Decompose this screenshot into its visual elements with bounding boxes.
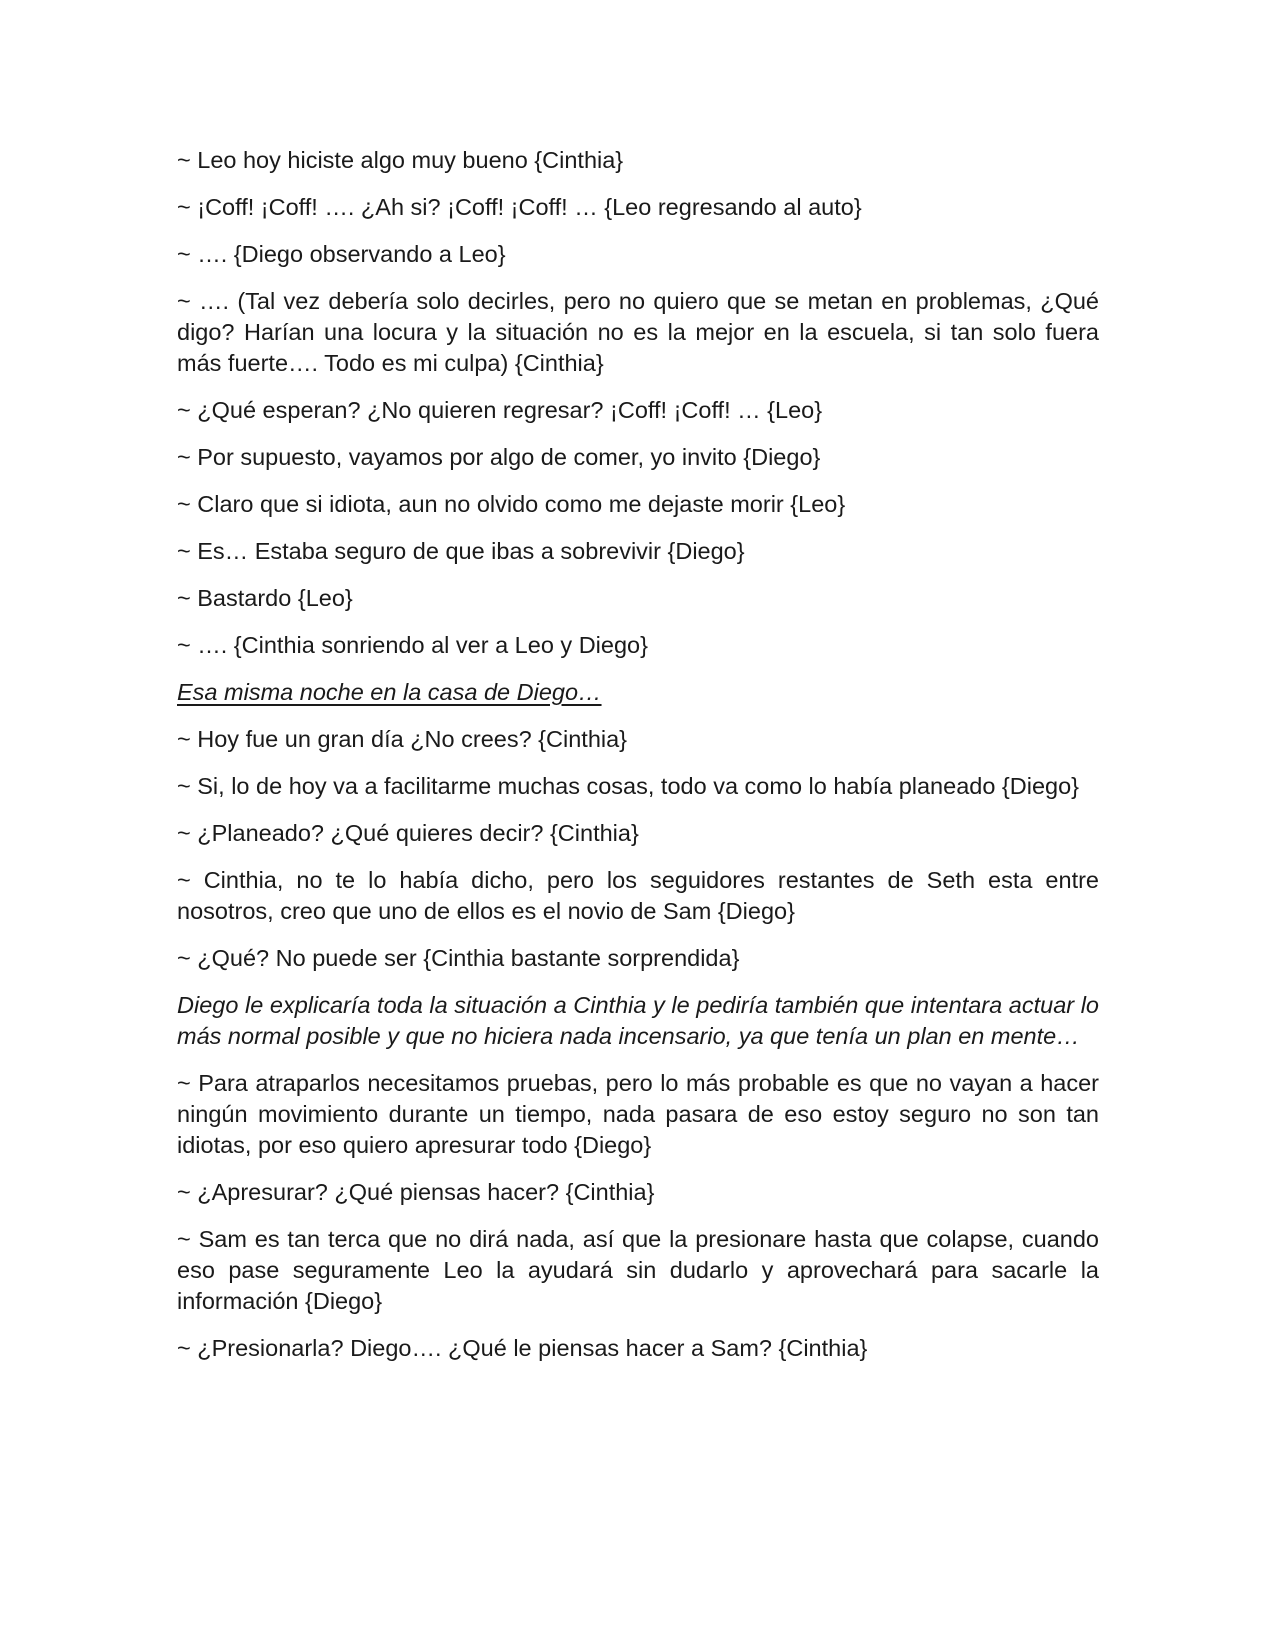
narration-paragraph: Diego le explicaría toda la situación a Cinthia y le pediría también que intentara actuar lo más normal posible y que no hiciera nada incensario, ya que tenía un plan en mente… bbox=[177, 992, 1099, 1049]
dialogue-line-5: ~ ¿Qué esperan? ¿No quieren regresar? ¡Coff! ¡Coff! … {Leo} bbox=[177, 397, 823, 423]
dialogue-line-19: ~ ¿Presionarla? Diego…. ¿Qué le piensas hacer a Sam? {Cinthia} bbox=[177, 1335, 868, 1361]
dialogue-line-15: ~ ¿Qué? No puede ser {Cinthia bastante sorprendida} bbox=[177, 945, 740, 971]
dialogue-line-2: ~ ¡Coff! ¡Coff! …. ¿Ah si? ¡Coff! ¡Coff! … {Leo regresando al auto} bbox=[177, 194, 862, 220]
dialogue-line-17: ~ ¿Apresurar? ¿Qué piensas hacer? {Cinthia} bbox=[177, 1179, 655, 1205]
dialogue-line-4: ~ …. (Tal vez debería solo decirles, pero no quiero que se metan en problemas, ¿Qué digo? Harían una locura y la situación no es la mejor en la escuela, si tan solo fuera más fuerte…. Todo es mi culpa) {Cinthia} bbox=[177, 288, 1099, 376]
document-page bbox=[177, 145, 1099, 1380]
dialogue-line-10: ~ …. {Cinthia sonriendo al ver a Leo y Diego} bbox=[177, 632, 648, 658]
dialogue-line-12: ~ Si, lo de hoy va a facilitarme muchas cosas, todo va como lo había planeado {Diego} bbox=[177, 773, 1080, 799]
dialogue-line-8: ~ Es… Estaba seguro de que ibas a sobrevivir {Diego} bbox=[177, 538, 745, 564]
dialogue-line-6: ~ Por supuesto, vayamos por algo de comer, yo invito {Diego} bbox=[177, 444, 821, 470]
dialogue-line-1: ~ Leo hoy hiciste algo muy bueno {Cinthia} bbox=[177, 147, 624, 173]
dialogue-line-16: ~ Para atraparlos necesitamos pruebas, pero lo más probable es que no vayan a hacer ningún movimiento durante un tiempo, nada pasara de eso estoy seguro no son tan idiotas, por eso quiero apresurar todo {Diego} bbox=[177, 1070, 1099, 1158]
dialogue-line-9: ~ Bastardo {Leo} bbox=[177, 585, 353, 611]
dialogue-line-3: ~ …. {Diego observando a Leo} bbox=[177, 241, 506, 267]
scene-heading bbox=[177, 677, 1099, 708]
dialogue-line-14: ~ Cinthia, no te lo había dicho, pero los seguidores restantes de Seth esta entre nosotros, creo que uno de ellos es el novio de Sam {Diego} bbox=[177, 867, 1099, 924]
dialogue-line-7: ~ Claro que si idiota, aun no olvido como me dejaste morir {Leo} bbox=[177, 491, 846, 517]
dialogue-line-11: ~ Hoy fue un gran día ¿No crees? {Cinthia} bbox=[177, 726, 628, 752]
dialogue-line-13: ~ ¿Planeado? ¿Qué quieres decir? {Cinthia} bbox=[177, 820, 639, 846]
dialogue-line-18: ~ Sam es tan terca que no dirá nada, así que la presionare hasta que colapse, cuando eso pase seguramente Leo la ayudará sin dudarlo y aprovechará para sacarle la información {Diego} bbox=[177, 1226, 1099, 1314]
scene-heading-text: Esa misma noche en la casa de Diego… bbox=[177, 679, 602, 705]
